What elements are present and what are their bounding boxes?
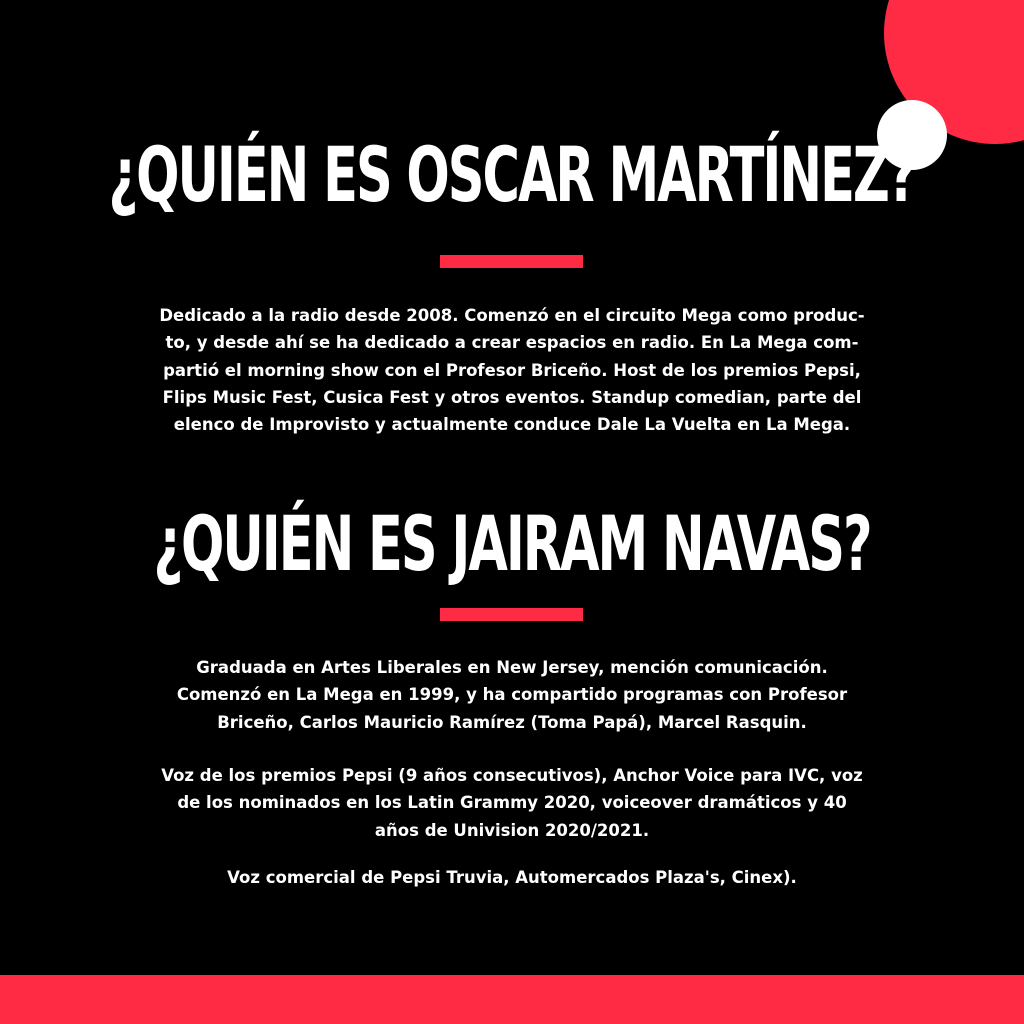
bio-line: Comenzó en La Mega en 1999, y ha compartido programas con Profesor <box>176 685 848 705</box>
bio-line: elenco de Improvisto y actualmente conduce Dale La Vuelta en La Mega. <box>173 415 851 435</box>
bio-line: años de Univision 2020/2021. <box>374 820 650 840</box>
bio-line: Flips Music Fest, Cusica Fest y otros eventos. Standup comedian, parte del <box>162 387 862 407</box>
bio-line: Voz comercial de Pepsi Truvia, Automercados Plaza's, Cinex). <box>227 868 797 887</box>
bio-line: Dedicado a la radio desde 2008. Comenzó en el circuito Mega como produc- <box>159 306 865 325</box>
bottom-red-bar <box>0 975 1024 1024</box>
bio-line: to, y desde ahí se ha dedicado a crear espacios en radio. En La Mega com- <box>165 333 859 353</box>
bio-jairam-navas-voice-work <box>92 762 932 844</box>
red-divider-1 <box>440 255 583 268</box>
heading-oscar-martinez-text: ¿QUIÉN ES OSCAR MARTÍNEZ? <box>108 132 916 221</box>
bio-line: partió el morning show con el Profesor Briceño. Host de los premios Pepsi, <box>163 360 861 380</box>
bio-jairam-navas-education <box>92 654 932 736</box>
bio-oscar-martinez <box>92 302 932 438</box>
bio-line: Briceño, Carlos Mauricio Ramírez (Toma Papá), Marcel Rasquin. <box>217 712 807 732</box>
heading-jairam-navas-text: ¿QUIÉN ES JAIRAM NAVAS? <box>153 501 871 590</box>
heading-oscar-martinez <box>0 132 1024 221</box>
red-divider-2 <box>440 608 583 621</box>
bio-line: Graduada en Artes Liberales en New Jersey, mención comunicación. <box>196 658 828 677</box>
bio-line: Voz de los premios Pepsi (9 años consecutivos), Anchor Voice para IVC, voz <box>161 766 863 785</box>
bio-jairam-navas-commercial <box>92 864 932 891</box>
heading-jairam-navas <box>0 501 1024 590</box>
bio-line: de los nominados en los Latin Grammy 2020, voiceover dramáticos y 40 <box>177 793 847 813</box>
